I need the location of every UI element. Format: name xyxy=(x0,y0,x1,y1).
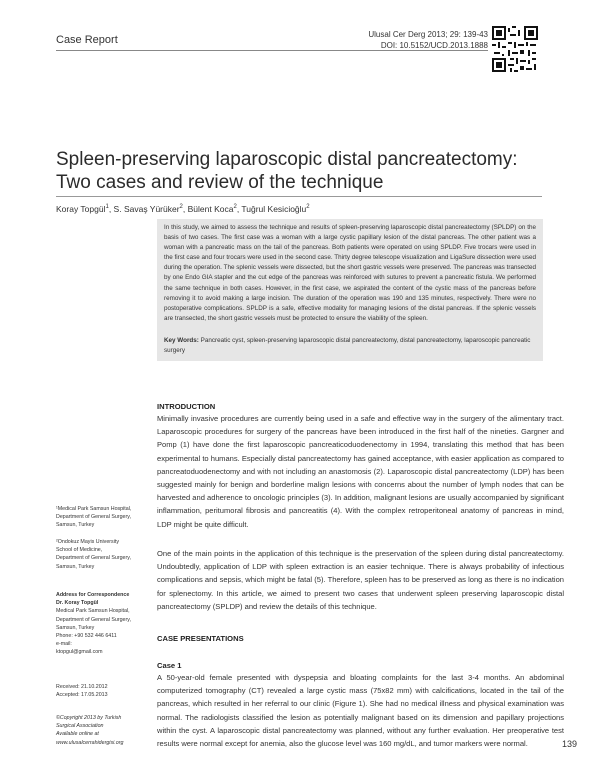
affiliation-1 xyxy=(56,505,152,530)
introduction-paragraph-1: Minimally invasive procedures are currently being used in a safe and effective way in the surgery of the alimentary tract. Laparoscopic procedures for surgery of the pancreas have been introduced in the first half of the nineties. Gargner and Pomp (1) have done the first laparoscopic pancreaticoduodenectomy in 1994, translating this method that has been experimental to humans. Especially distal pancreatectomy has gained acceptance, with easier application as compared to pancreatoduodenectomy and with not including an anastomosis (2). Laparoscopic distal pancreatectomy (LDP) has been suggested mainly for benign and borderline malign lesions with concerns about the number of lymph nodes that can be harvested and adherence to oncologic principles (3). In addition, malignant lesions are usually accompanied by significant inflammation, peritumoral fibrosis and pancreatitis (4). With the complex retroperitoneal anatomy of pancreas in mind, LDP might be quite difficult. xyxy=(157,414,564,529)
author-name: Bülent Koca xyxy=(187,204,234,214)
introduction-heading: INTRODUCTION xyxy=(157,402,216,411)
affiliation-line: Samsun, Turkey xyxy=(56,563,95,570)
keywords-text: Pancreatic cyst, spleen-preserving laparoscopic distal pancreatectomy, distal pancreatectomy, laparoscopic pancreatic surgery xyxy=(164,337,531,354)
affiliation-line: Department of General Surgery, xyxy=(56,514,131,521)
affiliation-line: ²Ondokuz Mayis University xyxy=(56,539,119,545)
correspondence-line: Department of General Surgery, xyxy=(56,616,131,623)
author-affiliation-mark: 2 xyxy=(306,204,310,211)
introduction-paragraph-2: One of the main points in the application of this technique is the preservation of the spleen during distal pancreatectomy. Undoubtedly, application of LDP with spleen extraction is an easier technique. There is always probability of infectious complications and sepsis, which might be fatal (5). Therefore, spleen has to be preserved as long as there is no indication for splenectomy. In this article, we aimed to present two cases that underwent spleen preserving laparoscopic distal pancreatectomy (SPLDP) and review the details of this technique. xyxy=(157,549,564,611)
affiliation-2 xyxy=(56,538,152,571)
correspondence-line: Medical Park Samsun Hospital, xyxy=(56,608,130,615)
copyright-line: Surgical Association xyxy=(56,723,104,730)
affiliation-line: Department of General Surgery, xyxy=(56,555,131,562)
correspondence-line: Samsun, Turkey xyxy=(56,624,95,631)
online-label: Available online at xyxy=(56,731,99,738)
correspondence-name: Dr. Koray Topgül xyxy=(56,600,99,607)
author-affiliation-mark: 1 xyxy=(105,204,109,211)
author-name: Koray Topgül xyxy=(56,204,106,214)
email-link[interactable]: ktopgul@gmail.com xyxy=(56,649,103,656)
case-1-heading: Case 1 xyxy=(157,661,182,670)
affiliation-line: ¹Medical Park Samsun Hospital, xyxy=(56,506,132,512)
author-list: Koray Topgül$^1$, S. Savaş Yürüker$^2$, Bülent Koca$^2$, Tuğrul Kesicioğlu$^2$ xyxy=(56,204,310,214)
journal-website-link[interactable]: www.ulusalcerrahidergisi.org xyxy=(56,739,124,746)
journal-line: Ulusal Cer Derg 2013; 29: 139-43 xyxy=(368,30,488,39)
section-label: Case Report xyxy=(56,34,118,46)
abstract-text: In this study, we aimed to assess the technique and results of spleen-preserving laparoscopic distal pancreatectomy (SPLDP) on the basis of two cases. The first case was a woman with a large cystic papillary lesion of the distal pancreas. The other patient was a woman with a pancreatic mass on the tail of the pancreas. Both patients were operated on using SPLDP. Five trocars were used in the first case and four trocars were used in the second case. Thirty degree telescope visualization and LigaSure dissection were used during the operation. The splenic vessels were dissected, but the short gastric vessels were preserved. The pancreas was transected by one Endo GIA stapler and the cut edge of the pancreas was reinforced with sutures to prevent a pancreatic fistula. We performed the same technique in both cases. However, in the first case, we aspirated the content of the cystic mass of the pancreas before removing it to avoid making a large incision. The duration of the operation was 190 and 135 minutes, respectively. There were no postoperative complications. SPLDP is a safe, effective modality for managing lesions of the distal pancreas. If the splenic vessels are transected, the short gastric vessels must be protected to ensure the viability of the spleen. xyxy=(164,224,536,322)
title-line-1: Spleen-preserving laparoscopic distal pancreatectomy: xyxy=(56,149,518,170)
affiliation-line: School of Medicine, xyxy=(56,547,103,554)
correspondence-title: Address for Correspondence xyxy=(56,592,130,598)
title-divider xyxy=(56,196,542,197)
correspondence-block xyxy=(56,591,152,657)
journal-citation xyxy=(330,29,488,51)
title-line-2: Two cases and review of the technique xyxy=(56,172,384,193)
author-affiliation-mark: 2 xyxy=(233,204,237,211)
article-title xyxy=(56,148,526,194)
qr-code-icon[interactable] xyxy=(492,26,538,72)
author-affiliation-mark: 2 xyxy=(179,204,183,211)
doi-line[interactable]: DOI: 10.5152/UCD.2013.1888 xyxy=(380,41,488,50)
keywords-label: Key Words: xyxy=(164,337,199,344)
phone-number: Phone: +90 532 446 6411 xyxy=(56,633,117,640)
page-number: 139 xyxy=(562,739,578,749)
copyright-line: ©Copyright 2013 by Turkish xyxy=(56,715,122,721)
affiliation-line: Samsun, Turkey xyxy=(56,522,95,529)
author-name: S. Savaş Yürüker xyxy=(113,204,180,214)
dates-block xyxy=(56,683,152,699)
accepted-date: Accepted: 17.05.2013 xyxy=(56,692,108,699)
email-label: e-mail: xyxy=(56,641,72,648)
case-1-paragraph: A 50-year-old female presented with dyspepsia and bloating complaints for the last 3-4 months. An abdominal computerized tomography (CT) revealed a large cystic mass (75x82 mm) with calcifications, located in the tail of the pancreas, which resulted in her referral to our clinic (Figure 1). She had no medical illness and physical examination was normal. The radiologists classified the lesion as potentially malignant based on its dimension and papillary projections within the cyst. A laparoscopic distal pancreatectomy was planned, without any further evaluation. Her preoperative test results were normal except for anemia, also the glucose level was 160 mg/dL, and tumor markers were normal. xyxy=(157,673,564,749)
keywords xyxy=(164,336,536,356)
copyright-block xyxy=(56,714,152,747)
author-name: Tuğrul Kesicioğlu xyxy=(241,204,307,214)
case-presentations-heading: CASE PRESENTATIONS xyxy=(157,634,244,643)
received-date: Received: 21.10.2012 xyxy=(56,684,108,690)
